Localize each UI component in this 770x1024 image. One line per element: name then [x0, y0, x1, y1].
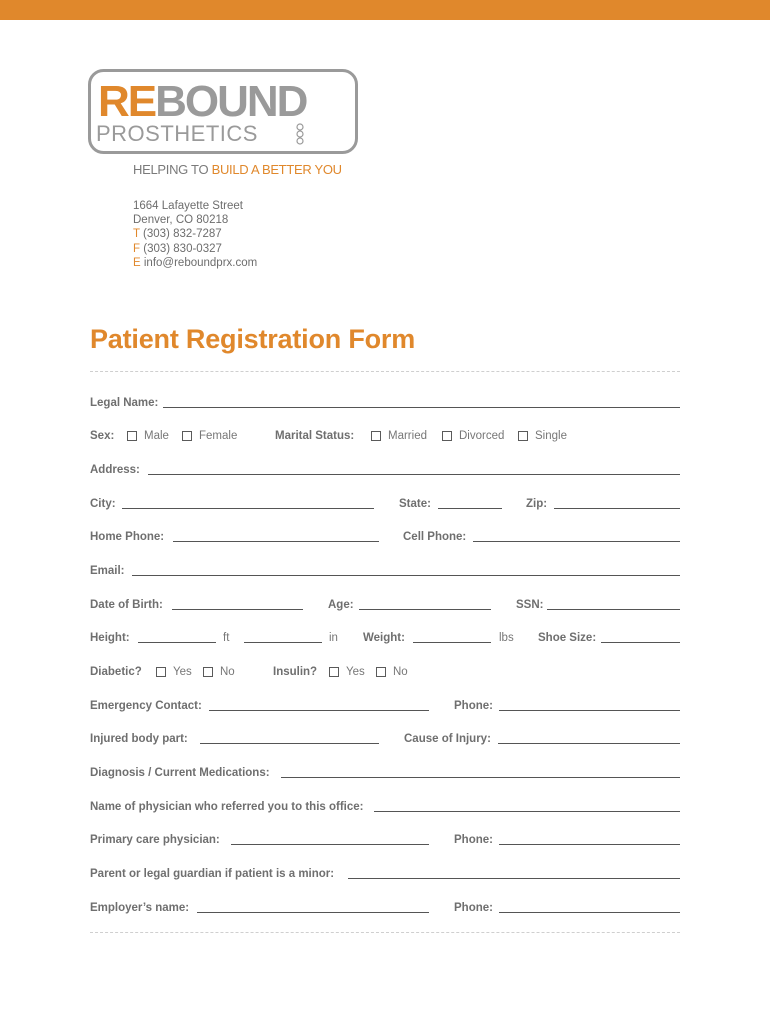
row-employer — [90, 898, 680, 914]
diabetic-yes-option: Yes — [173, 666, 192, 678]
row-legal-name — [90, 393, 680, 409]
dob-field[interactable] — [172, 609, 303, 610]
height-in-field[interactable] — [244, 642, 322, 643]
ft-unit: ft — [223, 632, 230, 644]
insulin-yes-checkbox[interactable] — [329, 667, 339, 677]
city-line: Denver, CO 80218 — [133, 214, 229, 227]
rebound-prosthetics-logo — [88, 69, 358, 155]
diabetic-no-option: No — [220, 666, 235, 678]
height-ft-field[interactable] — [138, 642, 216, 643]
row-dob-age-ssn — [90, 595, 680, 611]
primary-care-label: Primary care physician: — [90, 834, 220, 846]
state-field[interactable] — [438, 508, 502, 509]
divorced-checkbox[interactable] — [442, 431, 452, 441]
height-label: Height: — [90, 632, 130, 644]
telephone: T (303) 832-7287 — [133, 228, 222, 241]
row-referring-physician — [90, 797, 680, 813]
row-diabetic-insulin — [90, 662, 680, 678]
emergency-contact-field[interactable] — [209, 710, 429, 711]
bottom-divider — [90, 932, 680, 933]
legal-name-field[interactable] — [163, 407, 680, 408]
male-checkbox[interactable] — [127, 431, 137, 441]
home-phone-field[interactable] — [173, 541, 379, 542]
city-label: City: — [90, 498, 116, 510]
single-checkbox[interactable] — [518, 431, 528, 441]
age-label: Age: — [328, 599, 354, 611]
employer-field[interactable] — [197, 912, 429, 913]
row-height-weight-shoe — [90, 628, 680, 644]
female-option: Female — [199, 430, 238, 442]
address-label: Address: — [90, 464, 140, 476]
row-address — [90, 460, 680, 476]
insulin-label: Insulin? — [273, 666, 318, 678]
in-unit: in — [329, 632, 338, 644]
lbs-unit: lbs — [499, 632, 514, 644]
row-city-state-zip — [90, 494, 680, 510]
legal-name-label: Legal Name: — [90, 397, 159, 409]
ssn-field[interactable] — [547, 609, 680, 610]
male-option: Male — [144, 430, 169, 442]
row-emergency-contact — [90, 696, 680, 712]
dob-label: Date of Birth: — [90, 599, 163, 611]
insulin-yes-option: Yes — [346, 666, 365, 678]
diabetic-no-checkbox[interactable] — [203, 667, 213, 677]
logo-sub-text: PROSTHETICS — [96, 121, 258, 146]
employer-phone-field[interactable] — [499, 912, 680, 913]
title-divider — [90, 371, 680, 372]
row-guardian — [90, 864, 680, 880]
row-sex-marital — [90, 426, 680, 442]
fax: F (303) 830-0327 — [133, 242, 222, 255]
address-field[interactable] — [148, 474, 680, 475]
email-contact: E info@reboundprx.com — [133, 256, 258, 269]
cell-phone-label: Cell Phone: — [403, 531, 467, 543]
emergency-phone-field[interactable] — [499, 710, 680, 711]
form-title: Patient Registration Form — [90, 324, 416, 354]
primary-care-phone-field[interactable] — [499, 844, 680, 845]
zip-field[interactable] — [554, 508, 680, 509]
street-address: 1664 Lafayette Street — [133, 200, 243, 212]
ssn-label: SSN: — [516, 599, 544, 611]
employer-label: Employer’s name: — [90, 902, 190, 914]
row-diagnosis — [90, 763, 680, 779]
married-option: Married — [388, 430, 427, 442]
sex-label: Sex: — [90, 430, 115, 442]
diabetic-yes-checkbox[interactable] — [156, 667, 166, 677]
divorced-option: Divorced — [459, 430, 505, 442]
top-accent-bar — [0, 0, 770, 20]
cause-of-injury-field[interactable] — [498, 743, 680, 744]
diabetic-label: Diabetic? — [90, 666, 142, 678]
insulin-no-checkbox[interactable] — [376, 667, 386, 677]
insulin-no-option: No — [393, 666, 408, 678]
emergency-phone-label: Phone: — [454, 700, 493, 712]
row-phones — [90, 527, 680, 543]
cell-phone-field[interactable] — [473, 541, 680, 542]
row-email — [90, 561, 680, 577]
email-label: Email: — [90, 565, 125, 577]
injured-body-part-field[interactable] — [200, 743, 379, 744]
female-checkbox[interactable] — [182, 431, 192, 441]
shoe-size-label: Shoe Size: — [538, 632, 597, 644]
guardian-label: Parent or legal guardian if patient is a minor: — [90, 868, 335, 880]
weight-label: Weight: — [363, 632, 405, 644]
contact-info — [133, 199, 257, 270]
primary-care-phone-label: Phone: — [454, 834, 493, 846]
married-checkbox[interactable] — [371, 431, 381, 441]
row-primary-care — [90, 830, 680, 846]
shoe-size-field[interactable] — [601, 642, 680, 643]
state-label: State: — [399, 498, 431, 510]
emergency-contact-label: Emergency Contact: — [90, 700, 202, 712]
weight-field[interactable] — [413, 642, 491, 643]
primary-care-field[interactable] — [231, 844, 429, 845]
tagline: HELPING TO BUILD A BETTER YOU — [133, 162, 342, 177]
age-field[interactable] — [359, 609, 491, 610]
injured-body-part-label: Injured body part: — [90, 733, 188, 745]
logo-re-text: RE — [98, 77, 156, 126]
row-injury — [90, 729, 680, 745]
single-option: Single — [535, 430, 567, 442]
svg-text:REBOUND — [98, 77, 307, 126]
logo-bound-text: BOUND — [155, 77, 307, 126]
referring-physician-label: Name of physician who referred you to this office: — [90, 801, 364, 813]
referring-physician-field[interactable] — [374, 811, 680, 812]
marital-status-label: Marital Status: — [275, 430, 355, 442]
email-field[interactable] — [132, 575, 680, 576]
home-phone-label: Home Phone: — [90, 531, 165, 543]
diagnosis-label: Diagnosis / Current Medications: — [90, 767, 270, 779]
zip-label: Zip: — [526, 498, 548, 510]
employer-phone-label: Phone: — [454, 902, 493, 914]
cause-of-injury-label: Cause of Injury: — [404, 733, 491, 745]
guardian-field[interactable] — [348, 878, 680, 879]
diagnosis-field[interactable] — [281, 777, 680, 778]
city-field[interactable] — [122, 508, 374, 509]
